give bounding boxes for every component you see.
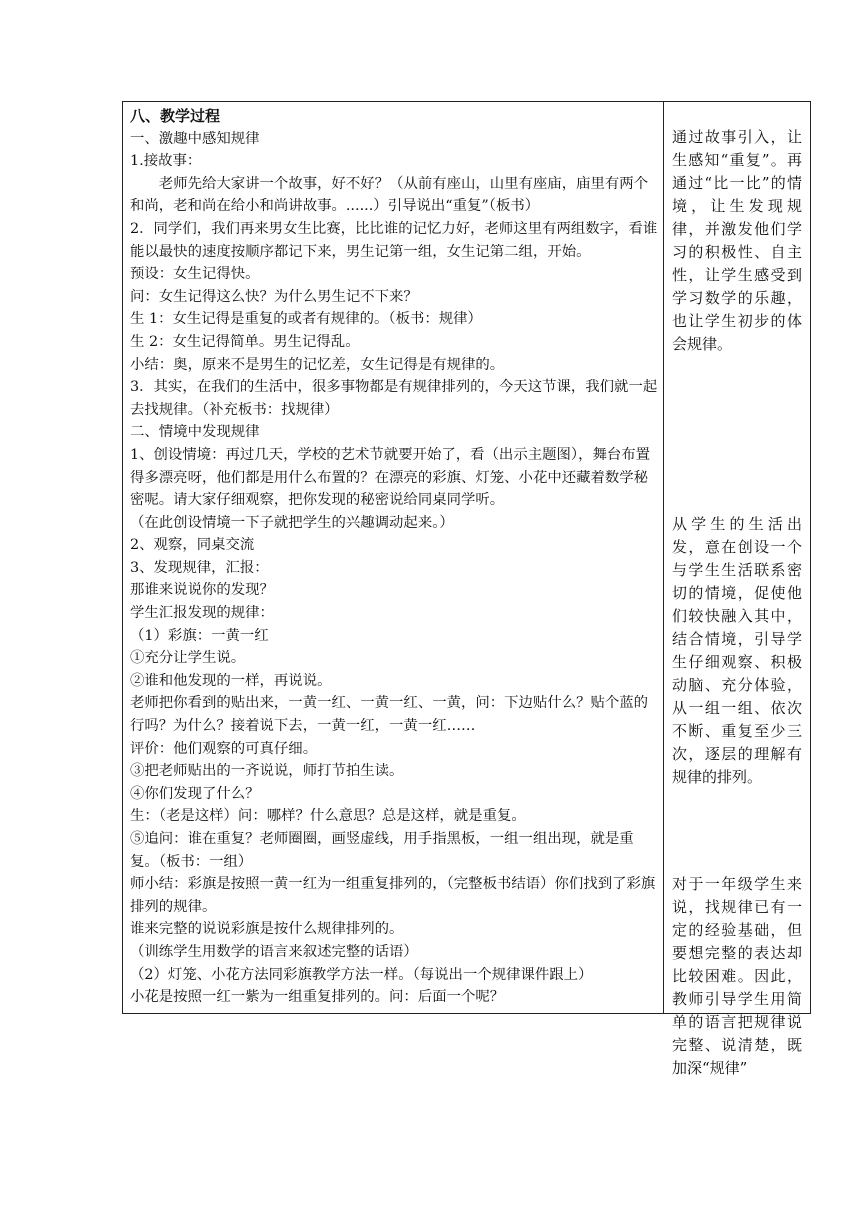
text-line: 评价：他们观察的可真仔细。 xyxy=(130,740,318,757)
paragraph-flag-pattern: 老师把你看到的贴出来，一黄一红、一黄一红、一黄，问：下边贴什么？贴个蓝的行吗？为什么？接着说下去，一黄一红，一黄一红…… xyxy=(130,695,649,735)
paragraph-scenario: 1、创设情境：再过几天，学校的艺术节就要开始了，看（出示主题图），舞台布置得多漂亮呀，他们都是用什么布置的？在漂亮的彩旗、灯笼、小花中还藏着数学秘密呢。请大家仔细观察，把你发现的秘密说给同桌同学听。 xyxy=(130,446,651,509)
teaching-process-cell xyxy=(123,102,664,1014)
paragraph-summary: 师小结：彩旗是按照一黄一红为一组重复排列的，（完整板书结语）你们找到了彩旗排列的规律。 xyxy=(130,876,656,915)
text-line: ④你们发现了什么？ xyxy=(130,785,260,802)
text-line: （训练学生用数学的语言来叙述完整的话语） xyxy=(130,943,418,960)
text-line: （在此创设情境一下子就把学生的兴趣调动起来。） xyxy=(130,514,454,531)
teaching-process-text xyxy=(123,102,663,1013)
text-line: 1.接故事： xyxy=(130,153,202,170)
text-line: 生：（老是这样）问：哪样？什么意思？总是这样，就是重复。 xyxy=(130,808,526,825)
text-line: 生 2：女生记得简单。男生记得乱。 xyxy=(130,333,360,350)
design-notes-cell xyxy=(664,102,811,1077)
paragraph-memory-game: 2．同学们，我们再来男女生比赛，比比谁的记忆力好，老师这里有两组数字，看谁能以最快的速度按顺序都记下来，男生记第一组，女生记第二组，开始。 xyxy=(130,220,658,260)
text-line: ①充分让学生说。 xyxy=(130,650,246,667)
text-line: 2、观察，同桌交流 xyxy=(130,537,255,554)
side-note-2: 从学生的生活出发，意在创设一个与学生生活联系密切的情境，促使他们较快融入其中，结合情境，引导学生仔细观察、积极动脑、充分体验，从一组一组、依次不断、重复至少三次，逐层的理解有规律的排列。 xyxy=(672,515,802,786)
paragraph-intro-topic: 3．其实，在我们的生活中，很多事物都是有规律排列的，今天这节课，我们就一起去找规律。（补充板书：找规律） xyxy=(130,379,658,418)
subsection-heading-2: 二、情境中发现规律 xyxy=(130,424,260,441)
text-line: 3、发现规律，汇报： xyxy=(130,559,269,576)
text-line: 问：女生记得这么快？为什么男生记不下来？ xyxy=(130,288,418,305)
paragraph-lanterns: （2）灯笼、小花方法同彩旗教学方法一样。（每说出一个规律课件跟上） xyxy=(130,966,593,983)
subsection-heading-1: 一、激趣中感知规律 xyxy=(130,130,260,147)
side-note-1: 通过故事引入，让生感知“重复”。再通过“比一比”的情境，让生发现规律，并激发他们学习的积极性、自主性，让学生感受到学习数学的乐趣，也让学生初步的体会规律。 xyxy=(672,128,802,353)
text-line: ③把老师贴出的一齐说说，师打节拍生读。 xyxy=(130,763,404,780)
text-line: 生 1：女生记得是重复的或者有规律的。（板书：规律） xyxy=(130,311,482,328)
design-notes xyxy=(664,102,810,1077)
paragraph-story: 老师先给大家讲一个故事，好不好？（从前有座山，山里有座庙，庙里有两个和尚，老和尚在给小和尚讲故事。......）引导说出“重复”（板书） xyxy=(130,175,649,215)
text-line: 小结：奥，原来不是男生的记忆差，女生记得是有规律的。 xyxy=(130,356,505,373)
text-line: 谁来完整的说说彩旗是按什么规律排列的。 xyxy=(130,921,404,938)
text-line: （1）彩旗：一黄一红 xyxy=(130,627,269,644)
lesson-plan-table xyxy=(122,101,811,1077)
text-line: 那谁来说说你的发现？ xyxy=(130,582,274,599)
section-heading: 八、教学过程 xyxy=(130,107,221,125)
text-line: ②谁和他发现的一样，再说说。 xyxy=(130,672,332,689)
paragraph-follow-up: ⑤追问：谁在重复？老师圈圈，画竖虚线，用手指黑板，一组一组出现，就是重复。（板书：一组） xyxy=(130,831,634,870)
text-line: 小花是按照一红一紫为一组重复排列的。问：后面一个呢？ xyxy=(130,989,505,1006)
table-row xyxy=(123,102,811,1014)
side-note-3: 对于一年级学生来说，找规律已有一定的经验基础，但要想完整的表达却比较困难。因此，教师引导学生用简单的语言把规律说完整、说清楚，既加深“规律” xyxy=(672,875,802,1077)
text-line: 预设：女生记得快。 xyxy=(130,266,260,283)
text-line: 学生汇报发现的规律： xyxy=(130,605,274,622)
